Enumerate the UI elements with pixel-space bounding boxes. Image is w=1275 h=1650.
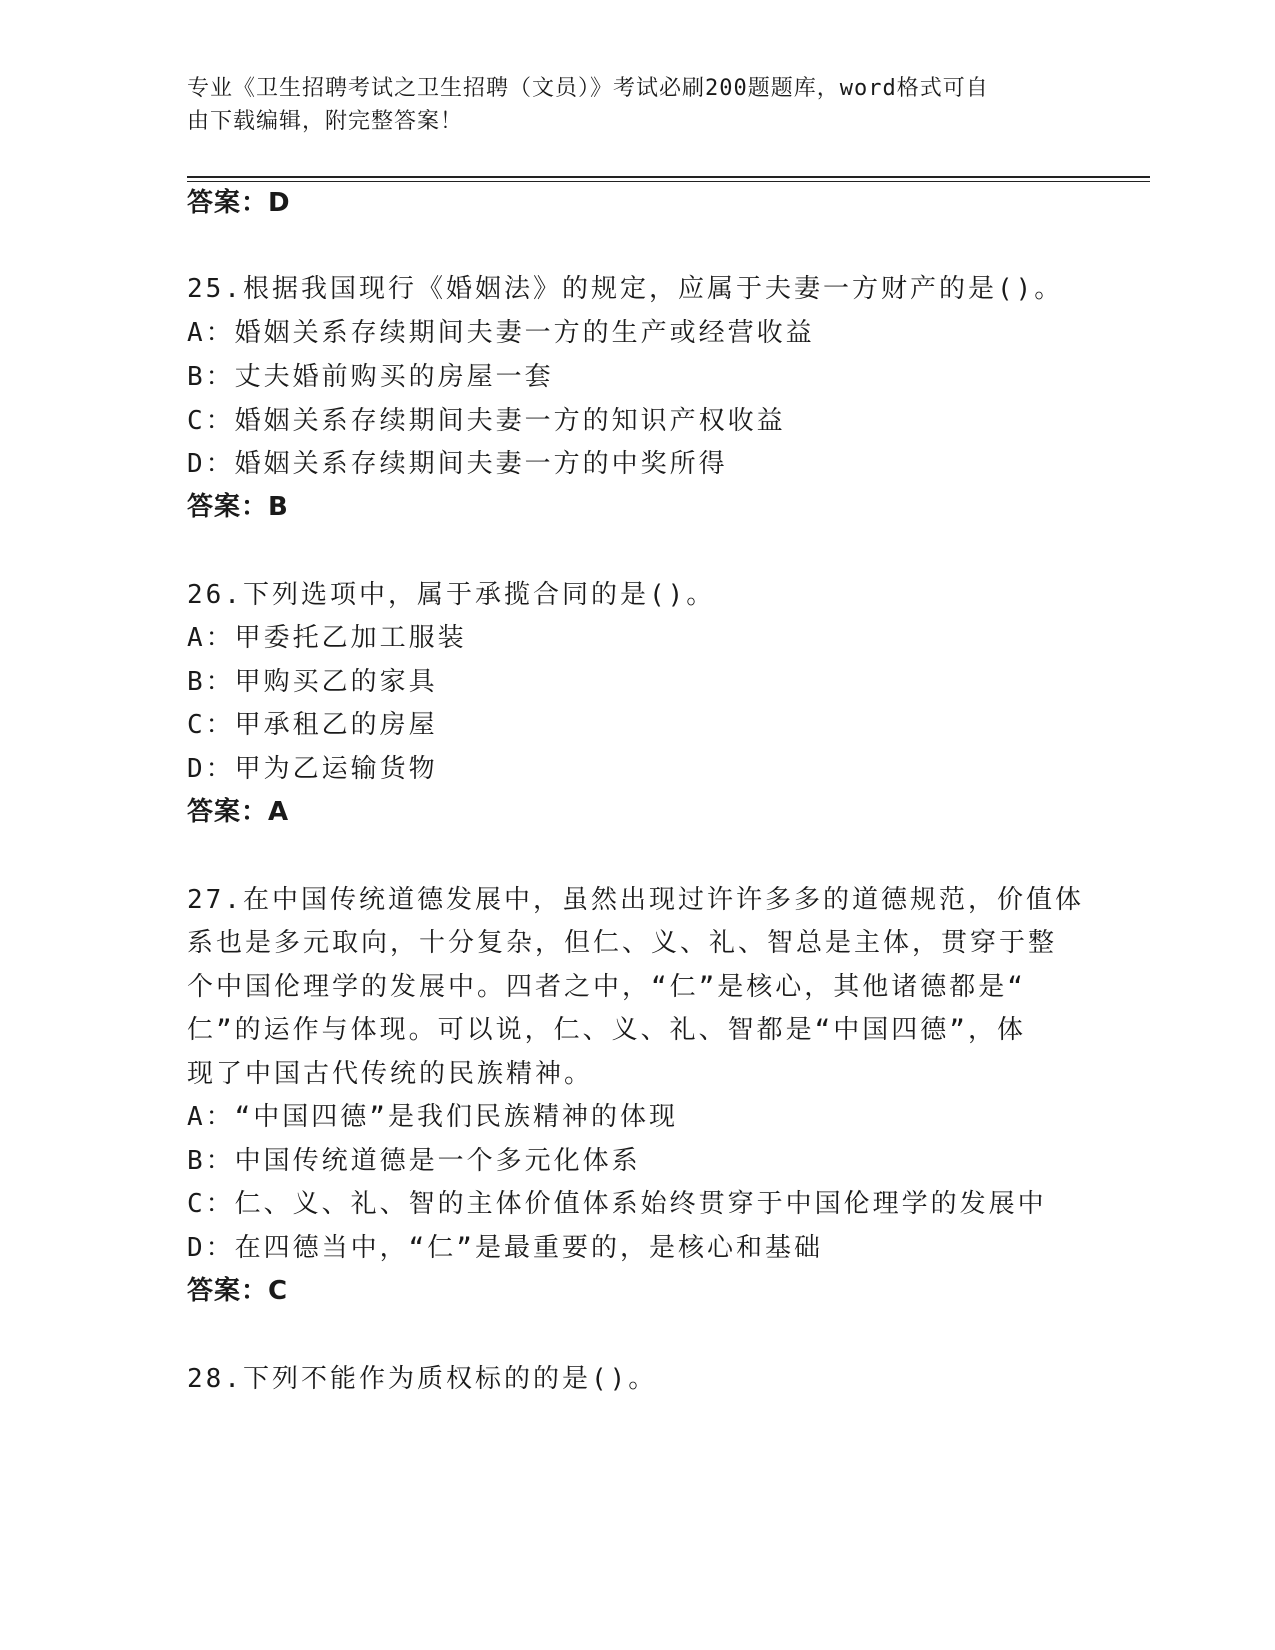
question-27-line-1: 27.在中国传统道德发展中，虽然出现过许许多多的道德规范，价值体: [187, 885, 1084, 915]
q25-option-d: D：婚姻关系存续期间夫妻一方的中奖所得: [187, 449, 728, 479]
q27-option-c: C：仁、义、礼、智的主体价值体系始终贯穿于中国伦理学的发展中: [187, 1189, 1047, 1219]
q27-option-d: D：在四德当中，“仁”是最重要的，是核心和基础: [187, 1233, 823, 1263]
q25-option-c: C：婚姻关系存续期间夫妻一方的知识产权收益: [187, 406, 786, 436]
question-27-line-4: 仁”的运作与体现。可以说，仁、义、礼、智都是“中国四德”，体: [187, 1015, 1026, 1045]
q25-option-b: B：丈夫婚前购买的房屋一套: [187, 362, 554, 392]
q27-option-b: B：中国传统道德是一个多元化体系: [187, 1146, 641, 1176]
q27-option-a: A：“中国四德”是我们民族精神的体现: [187, 1102, 678, 1132]
question-27-line-2: 系也是多元取向，十分复杂，但仁、义、礼、智总是主体，贯穿于整: [187, 928, 1058, 958]
previous-answer: 答案：D: [187, 188, 291, 218]
question-28: 28.下列不能作为质权标的的是()。: [187, 1364, 658, 1394]
q26-option-a: A：甲委托乙加工服装: [187, 623, 467, 653]
q26-option-c: C：甲承租乙的房屋: [187, 710, 438, 740]
q26-option-b: B：甲购买乙的家具: [187, 667, 438, 697]
q25-option-a: A：婚姻关系存续期间夫妻一方的生产或经营收益: [187, 318, 815, 348]
q26-option-d: D：甲为乙运输货物: [187, 754, 438, 784]
header-rule-thick: [187, 176, 1150, 178]
header-rule-thin: [187, 181, 1150, 182]
question-27-line-3: 个中国伦理学的发展中。四者之中，“仁”是核心，其他诸德都是“: [187, 972, 1026, 1002]
header-line-1: 专业《卫生招聘考试之卫生招聘（文员）》考试必刷200题题库，word格式可自: [187, 76, 989, 101]
document-header: [187, 72, 1067, 138]
q27-answer: 答案：C: [187, 1276, 289, 1306]
question-26: 26.下列选项中，属于承揽合同的是()。: [187, 580, 716, 610]
question-27-line-5: 现了中国古代传统的民族精神。: [187, 1059, 594, 1089]
q25-answer: 答案：B: [187, 492, 289, 522]
q26-answer: 答案：A: [187, 797, 290, 827]
header-line-2: 由下载编辑，附完整答案！: [187, 109, 464, 134]
question-25: 25.根据我国现行《婚姻法》的规定，应属于夫妻一方财产的是()。: [187, 274, 1064, 304]
